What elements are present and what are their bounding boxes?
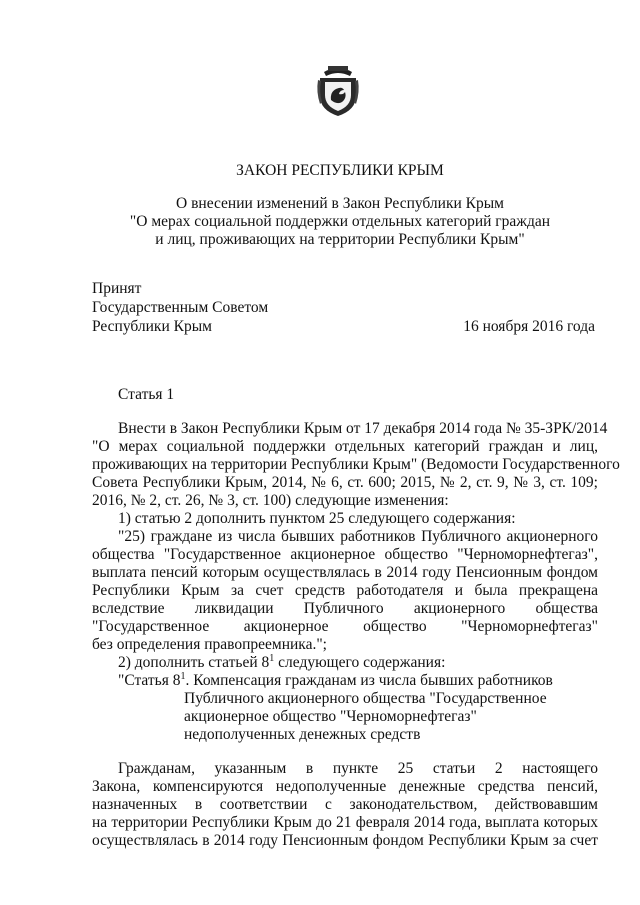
- item-1: 1) статью 2 дополнить пунктом 25 следующего содержания:: [118, 510, 516, 527]
- item2-prefix: 2) дополнить статьей 8: [118, 654, 270, 671]
- item2-suffix: следующего содержания:: [274, 654, 446, 671]
- article-heading: Статья 1: [118, 386, 175, 403]
- new-article-line: акционерное общество "Черноморнефтегаз": [184, 708, 477, 725]
- item1-line: "Государственное акционерное общество "Черноморнефтегаз": [92, 618, 598, 635]
- intro-line: 2016, № 2, ст. 26, № 3, ст. 100) следующие изменения:: [92, 492, 449, 509]
- item1-line: выплата пенсий которым осуществлялась в 2014 году Пенсионным фондом: [92, 564, 598, 581]
- body-line: назначенных в соответствии с законодательством, действовавшим: [92, 796, 598, 813]
- new-article-line: недополученных денежных средств: [184, 726, 421, 743]
- crimea-coat-of-arms-icon: [316, 62, 360, 118]
- adoption-line: Республики Крым: [92, 318, 212, 335]
- intro-line: проживающих на территории Республики Крым" (Ведомости Государственного: [92, 456, 620, 473]
- subtitle-line: О внесении изменений в Закон Республики Крым: [176, 195, 504, 212]
- subtitle-line: "О мерах социальной поддержки отдельных категорий граждан: [129, 213, 551, 230]
- item1-line: общества "Государственное акционерное общество "Черноморнефтегаз",: [92, 546, 598, 563]
- body-line: осуществлялась в 2014 году Пенсионным фондом Республики Крым за счет: [92, 832, 598, 849]
- intro-line: "О мерах социальной поддержки отдельных категорий граждан и лиц,: [92, 438, 598, 455]
- new-article-prefix: "Статья 8: [118, 672, 181, 689]
- body-line: Закона, компенсируются недополученные денежные средства пенсий,: [92, 778, 598, 795]
- new-article-first-line: . Компенсация гражданам из числа бывших работников: [185, 672, 553, 689]
- new-article-heading: [118, 673, 553, 689]
- subtitle-line: и лиц, проживающих на территории Республики Крым": [155, 231, 525, 248]
- body-line: Гражданам, указанным в пункте 25 статьи 2 настоящего: [118, 760, 598, 777]
- intro-line: Внести в Закон Республики Крым от 17 декабря 2014 года № 35-ЗРК/2014: [118, 420, 608, 437]
- new-article-sup: 1: [180, 671, 186, 682]
- adoption-line: Принят: [92, 280, 142, 297]
- body-line: на территории Республики Крым до 21 февраля 2014 года, выплата которых: [92, 814, 598, 831]
- item1-line: "25) граждане из числа бывших работников Публичного акционерного: [118, 528, 598, 545]
- item1-line: Республики Крым за счет средств работодателя и была прекращена: [92, 582, 598, 599]
- item2-sup: 1: [269, 653, 275, 664]
- item-2: [118, 655, 445, 671]
- adoption-line: Государственным Советом: [92, 299, 269, 316]
- law-title: ЗАКОН РЕСПУБЛИКИ КРЫМ: [236, 162, 444, 179]
- new-article-line: Публичного акционерного общества "Государственное: [184, 690, 547, 707]
- adoption-date: 16 ноября 2016 года: [463, 318, 595, 335]
- intro-line: Совета Республики Крым, 2014, № 6, ст. 600; 2015, № 2, ст. 9, № 3, ст. 109;: [92, 474, 598, 491]
- item1-line: без определения правопреемника.";: [92, 636, 327, 653]
- item1-line: вследствие ликвидации Публичного акционерного общества: [92, 600, 598, 617]
